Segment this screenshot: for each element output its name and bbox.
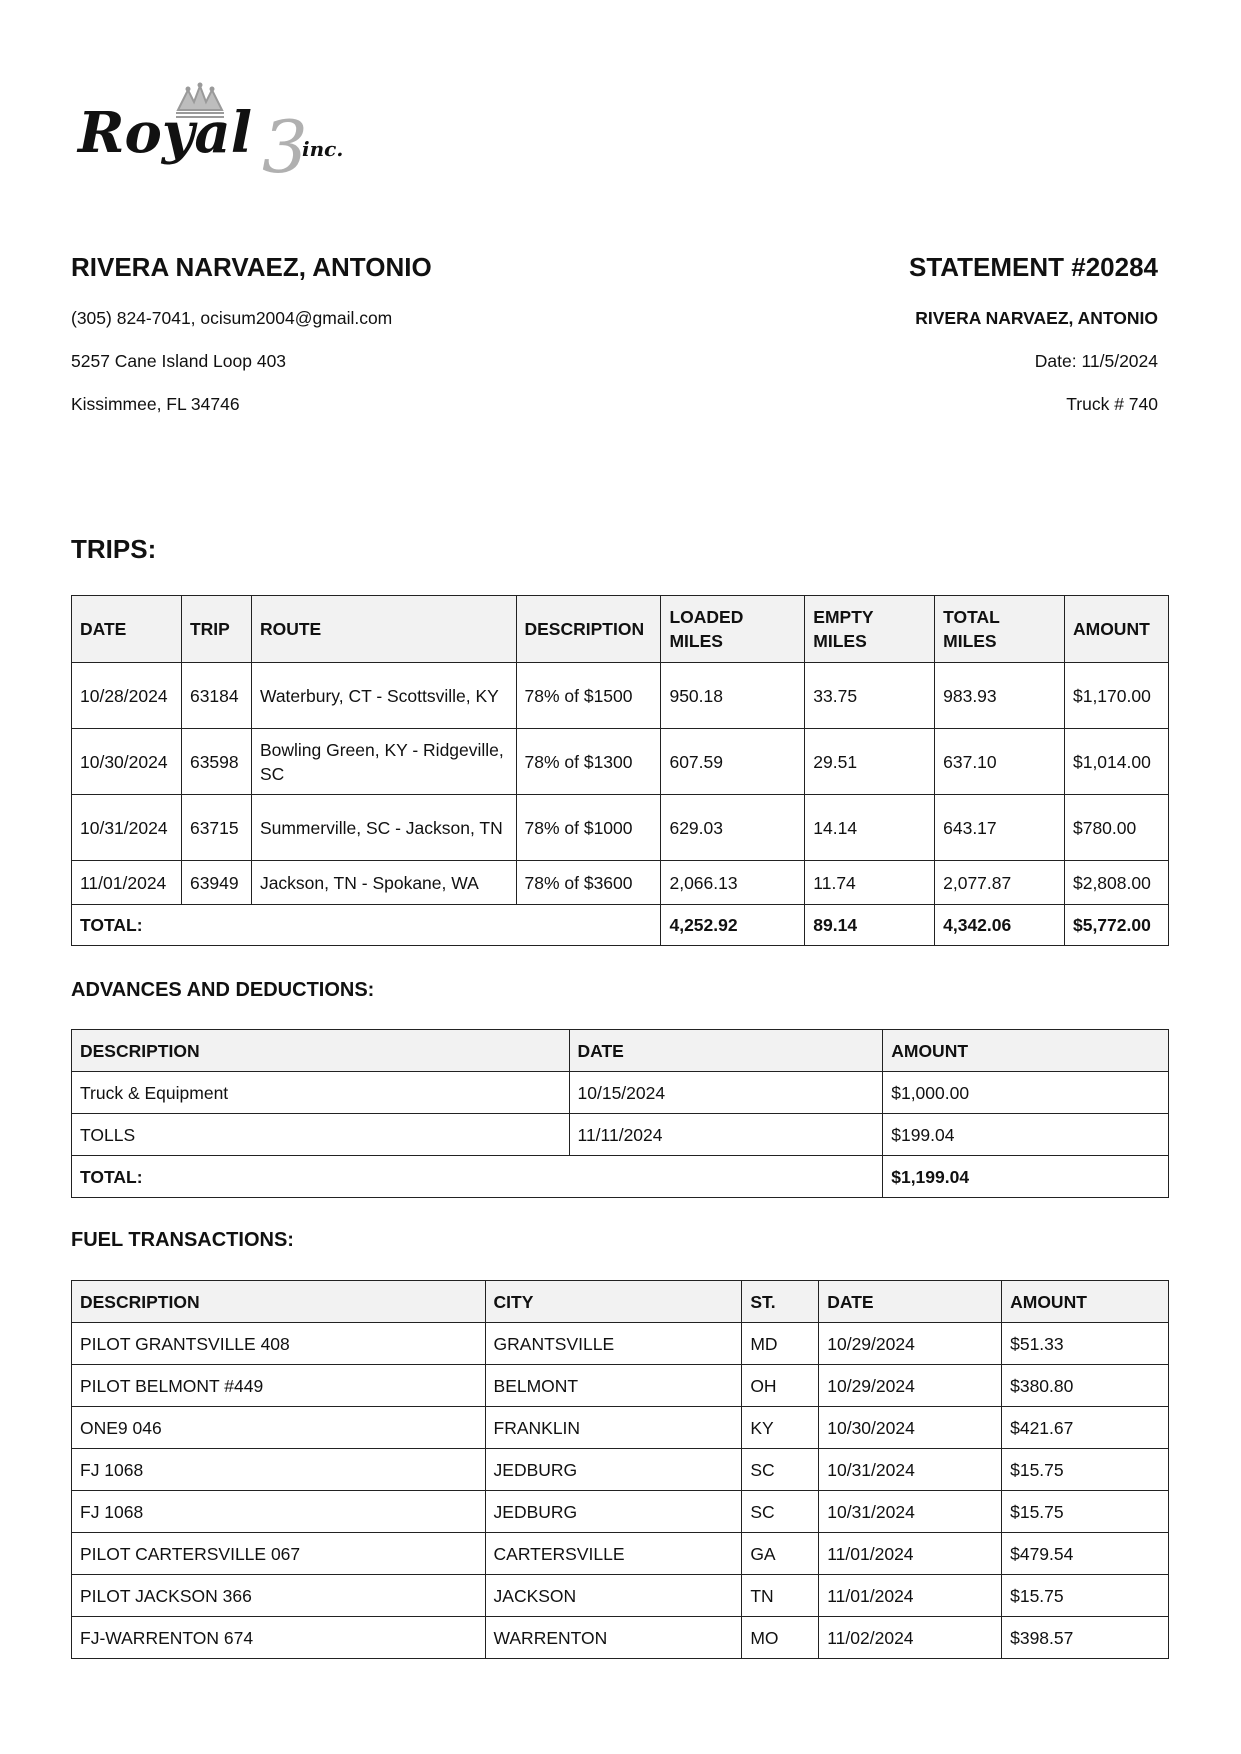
driver-address-line1: 5257 Cane Island Loop 403 <box>71 351 287 371</box>
trips-total-row <box>72 905 1169 946</box>
fuel-header-row <box>72 1281 1169 1323</box>
fuel-state: GA <box>742 1533 819 1575</box>
col-header-route: ROUTE <box>251 596 516 663</box>
trip-amount: $1,014.00 <box>1064 729 1168 795</box>
fuel-date: 10/29/2024 <box>819 1365 1002 1407</box>
fuel-description: PILOT JACKSON 366 <box>72 1575 486 1617</box>
fuel-state: SC <box>742 1449 819 1491</box>
col-header-empty-miles: EMPTY MILES <box>805 596 935 663</box>
truck-number: Truck # 740 <box>1066 394 1158 414</box>
trip-total-miles: 643.17 <box>935 795 1065 861</box>
trip-number: 63949 <box>181 861 251 905</box>
fuel-description: FJ 1068 <box>72 1491 486 1533</box>
crown-logo-graphic <box>76 80 386 190</box>
fuel-title: FUEL TRANSACTIONS: <box>71 1229 294 1251</box>
col-header-total-miles: TOTAL MILES <box>935 596 1065 663</box>
trip-description: 78% of $1000 <box>516 795 661 861</box>
col-header-description: DESCRIPTION <box>516 596 661 663</box>
driver-address-line2: Kissimmee, FL 34746 <box>71 394 240 414</box>
fuel-date: 11/01/2024 <box>819 1533 1002 1575</box>
statement-title: STATEMENT #20284 <box>908 252 1158 282</box>
fuel-city: JEDBURG <box>485 1449 742 1491</box>
col-header-amount: AMOUNT <box>1002 1281 1169 1323</box>
advances-total-amount: $1,199.04 <box>883 1156 1169 1198</box>
statement-date: Date: 11/5/2024 <box>1034 351 1158 371</box>
trip-description: 78% of $1300 <box>516 729 661 795</box>
fuel-date: 10/31/2024 <box>819 1449 1002 1491</box>
trip-route: Waterbury, CT - Scottsville, KY <box>251 663 516 729</box>
trips-total-amount: $5,772.00 <box>1064 905 1168 946</box>
fuel-description: FJ 1068 <box>72 1449 486 1491</box>
table-row <box>72 1365 1169 1407</box>
fuel-description: PILOT GRANTSVILLE 408 <box>72 1323 486 1365</box>
fuel-table <box>71 1280 1169 1659</box>
trip-empty-miles: 33.75 <box>805 663 935 729</box>
fuel-city: FRANKLIN <box>485 1407 742 1449</box>
table-row <box>72 1323 1169 1365</box>
table-row <box>72 729 1169 795</box>
logo-number: 3 <box>262 105 308 189</box>
advances-table <box>71 1029 1169 1198</box>
fuel-amount: $479.54 <box>1002 1533 1169 1575</box>
table-row <box>72 795 1169 861</box>
col-header-date: DATE <box>819 1281 1002 1323</box>
fuel-date: 11/01/2024 <box>819 1575 1002 1617</box>
fuel-state: TN <box>742 1575 819 1617</box>
trip-total-miles: 2,077.87 <box>935 861 1065 905</box>
statement-driver-name: RIVERA NARVAEZ, ANTONIO <box>915 308 1158 328</box>
trip-amount: $2,808.00 <box>1064 861 1168 905</box>
fuel-city: BELMONT <box>485 1365 742 1407</box>
col-header-loaded-miles: LOADED MILES <box>661 596 805 663</box>
col-header-description: DESCRIPTION <box>72 1030 570 1072</box>
fuel-description: PILOT CARTERSVILLE 067 <box>72 1533 486 1575</box>
trips-header-row <box>72 596 1169 663</box>
advance-date: 11/11/2024 <box>569 1114 883 1156</box>
fuel-state: SC <box>742 1491 819 1533</box>
trips-total-loaded-miles: 4,252.92 <box>661 905 805 946</box>
trips-total-empty-miles: 89.14 <box>805 905 935 946</box>
logo-wordmark: Royal <box>78 100 252 166</box>
col-header-amount: AMOUNT <box>1064 596 1168 663</box>
fuel-city: CARTERSVILLE <box>485 1533 742 1575</box>
trip-route: Jackson, TN - Spokane, WA <box>251 861 516 905</box>
trip-route: Bowling Green, KY - Ridgeville, SC <box>251 729 516 795</box>
col-header-trip: TRIP <box>181 596 251 663</box>
trip-description: 78% of $1500 <box>516 663 661 729</box>
trips-total-label: TOTAL: <box>72 905 661 946</box>
fuel-state: OH <box>742 1365 819 1407</box>
driver-name: RIVERA NARVAEZ, ANTONIO <box>71 252 432 282</box>
fuel-description: ONE9 046 <box>72 1407 486 1449</box>
fuel-date: 10/31/2024 <box>819 1491 1002 1533</box>
fuel-amount: $15.75 <box>1002 1575 1169 1617</box>
advances-total-label: TOTAL: <box>72 1156 883 1198</box>
fuel-amount: $51.33 <box>1002 1323 1169 1365</box>
col-header-description: DESCRIPTION <box>72 1281 486 1323</box>
trip-description: 78% of $3600 <box>516 861 661 905</box>
fuel-date: 10/30/2024 <box>819 1407 1002 1449</box>
table-row <box>72 1491 1169 1533</box>
fuel-amount: $398.57 <box>1002 1617 1169 1659</box>
fuel-state: MD <box>742 1323 819 1365</box>
table-row <box>72 663 1169 729</box>
trips-total-miles: 4,342.06 <box>935 905 1065 946</box>
advances-title: ADVANCES AND DEDUCTIONS: <box>71 979 375 1001</box>
table-row <box>72 1114 1169 1156</box>
advance-date: 10/15/2024 <box>569 1072 883 1114</box>
trip-total-miles: 637.10 <box>935 729 1065 795</box>
trip-empty-miles: 11.74 <box>805 861 935 905</box>
trip-loaded-miles: 2,066.13 <box>661 861 805 905</box>
trips-table <box>71 595 1169 946</box>
trip-number: 63715 <box>181 795 251 861</box>
trip-route: Summerville, SC - Jackson, TN <box>251 795 516 861</box>
trips-title: TRIPS: <box>71 534 157 564</box>
trip-number: 63598 <box>181 729 251 795</box>
trip-amount: $780.00 <box>1064 795 1168 861</box>
trip-date: 10/28/2024 <box>72 663 182 729</box>
company-logo <box>76 80 386 190</box>
trip-amount: $1,170.00 <box>1064 663 1168 729</box>
col-header-amount: AMOUNT <box>883 1030 1169 1072</box>
fuel-amount: $380.80 <box>1002 1365 1169 1407</box>
advance-description: Truck & Equipment <box>72 1072 570 1114</box>
advances-total-row <box>72 1156 1169 1198</box>
driver-contact: (305) 824-7041, ocisum2004@gmail.com <box>71 308 393 328</box>
col-header-date: DATE <box>569 1030 883 1072</box>
trip-total-miles: 983.93 <box>935 663 1065 729</box>
trip-date: 11/01/2024 <box>72 861 182 905</box>
advance-amount: $1,000.00 <box>883 1072 1169 1114</box>
fuel-date: 10/29/2024 <box>819 1323 1002 1365</box>
trip-loaded-miles: 629.03 <box>661 795 805 861</box>
trip-loaded-miles: 607.59 <box>661 729 805 795</box>
fuel-amount: $15.75 <box>1002 1491 1169 1533</box>
table-row <box>72 861 1169 905</box>
fuel-state: KY <box>742 1407 819 1449</box>
table-row <box>72 1449 1169 1491</box>
table-row <box>72 1072 1169 1114</box>
table-row <box>72 1533 1169 1575</box>
trip-empty-miles: 14.14 <box>805 795 935 861</box>
table-row <box>72 1575 1169 1617</box>
fuel-description: PILOT BELMONT #449 <box>72 1365 486 1407</box>
table-row <box>72 1407 1169 1449</box>
statement-info <box>558 250 1158 414</box>
fuel-date: 11/02/2024 <box>819 1617 1002 1659</box>
fuel-state: MO <box>742 1617 819 1659</box>
fuel-city: GRANTSVILLE <box>485 1323 742 1365</box>
col-header-date: DATE <box>72 596 182 663</box>
table-row <box>72 1617 1169 1659</box>
trip-number: 63184 <box>181 663 251 729</box>
trip-date: 10/31/2024 <box>72 795 182 861</box>
advance-amount: $199.04 <box>883 1114 1169 1156</box>
col-header-state: ST. <box>742 1281 819 1323</box>
fuel-description: FJ-WARRENTON 674 <box>72 1617 486 1659</box>
fuel-city: WARRENTON <box>485 1617 742 1659</box>
advances-header-row <box>72 1030 1169 1072</box>
fuel-amount: $15.75 <box>1002 1449 1169 1491</box>
fuel-city: JEDBURG <box>485 1491 742 1533</box>
advance-description: TOLLS <box>72 1114 570 1156</box>
logo-suffix: inc. <box>302 137 344 161</box>
trip-date: 10/30/2024 <box>72 729 182 795</box>
fuel-amount: $421.67 <box>1002 1407 1169 1449</box>
fuel-city: JACKSON <box>485 1575 742 1617</box>
trip-empty-miles: 29.51 <box>805 729 935 795</box>
col-header-city: CITY <box>485 1281 742 1323</box>
trip-loaded-miles: 950.18 <box>661 663 805 729</box>
